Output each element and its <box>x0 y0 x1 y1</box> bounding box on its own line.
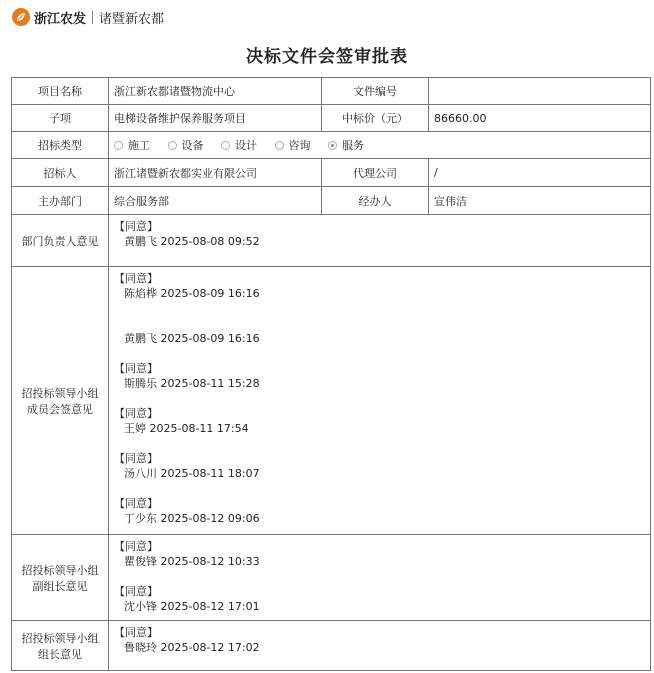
project-name-value: 浙江新农都诸暨物流中心 <box>109 78 322 105</box>
radio-icon[interactable] <box>221 141 230 150</box>
opinion-list <box>114 535 645 614</box>
opinion-entry: 黄鹏飞 2025-08-09 16:16 <box>124 332 260 345</box>
agency-label: 代理公司 <box>322 159 429 187</box>
bid-price-label: 中标价（元） <box>322 105 429 132</box>
bid-type-option-construction[interactable]: 施工 <box>114 137 150 153</box>
doc-number-value <box>429 78 651 105</box>
leader-opinion <box>109 621 651 671</box>
deputy-leader-opinion <box>109 535 651 621</box>
handler-value: 宣伟洁 <box>429 187 651 215</box>
opinion-entry: 【同意】 王婷 2025-08-11 17:54 <box>114 407 249 435</box>
group-members-opinion <box>109 267 651 535</box>
table-row <box>12 159 651 187</box>
bid-type-options <box>109 132 651 159</box>
dept-head-opinion-label: 部门负责人意见 <box>12 215 109 267</box>
opinion-list <box>114 267 645 526</box>
host-dept-label: 主办部门 <box>12 187 109 215</box>
opinion-entry: 【同意】 沈小锋 2025-08-12 17:01 <box>114 585 260 613</box>
agency-value: / <box>429 159 651 187</box>
table-row <box>12 187 651 215</box>
radio-checked-icon[interactable] <box>328 141 337 150</box>
table-row <box>12 215 651 267</box>
opinion-entry: 【同意】 瞿俊锋 2025-08-12 10:33 <box>114 540 260 568</box>
opinion-entry: 【同意】 鲁晓玲 2025-08-12 17:02 <box>114 626 260 654</box>
opinion-entry: 【同意】 汤八川 2025-08-11 18:07 <box>114 452 260 480</box>
opinion-entry: 【同意】 陈焰桦 2025-08-09 16:16 <box>114 272 260 300</box>
brand-name: 浙江农发 <box>34 11 87 27</box>
brand-divider <box>92 11 93 24</box>
opinion-entry: 【同意】 斯腾乐 2025-08-11 15:28 <box>114 362 260 390</box>
table-row <box>12 132 651 159</box>
table-row <box>12 267 651 535</box>
opinion-entry: 【同意】 丁少东 2025-08-12 09:06 <box>114 497 260 525</box>
dept-head-opinion <box>109 215 651 267</box>
radio-icon[interactable] <box>168 141 177 150</box>
table-row <box>12 78 651 105</box>
brand-leaf-icon <box>12 8 30 26</box>
brand-subname: 诸暨新农都 <box>99 11 165 27</box>
table-row <box>12 105 651 132</box>
tenderer-value: 浙江诸暨新农都实业有限公司 <box>109 159 322 187</box>
sub-item-label: 子项 <box>12 105 109 132</box>
opinion-entry: 【同意】 黄鹏飞 2025-08-08 09:52 <box>114 220 260 248</box>
tenderer-label: 招标人 <box>12 159 109 187</box>
radio-icon[interactable] <box>114 141 123 150</box>
bid-type-option-equipment[interactable]: 设备 <box>168 137 204 153</box>
bid-type-option-design[interactable]: 设计 <box>221 137 257 153</box>
radio-icon[interactable] <box>275 141 284 150</box>
sub-item-value: 电梯设备维护保养服务项目 <box>109 105 322 132</box>
handler-label: 经办人 <box>322 187 429 215</box>
table-row <box>12 535 651 621</box>
bid-price-value: 86660.00 <box>429 105 651 132</box>
bid-type-option-consulting[interactable]: 咨询 <box>275 137 311 153</box>
approval-form-table <box>11 77 651 671</box>
deputy-leader-opinion-label: 招投标领导小组副组长意见 <box>12 535 109 621</box>
page-title: 决标文件会签审批表 <box>246 47 408 67</box>
leader-opinion-label: 招投标领导小组组长意见 <box>12 621 109 671</box>
doc-number-label: 文件编号 <box>322 78 429 105</box>
header-logo <box>12 5 164 29</box>
opinion-list <box>114 621 645 655</box>
bid-type-option-service[interactable]: 服务 <box>328 137 364 153</box>
host-dept-value: 综合服务部 <box>109 187 322 215</box>
opinion-list <box>114 215 645 249</box>
bid-type-label: 招标类型 <box>12 132 109 159</box>
project-name-label: 项目名称 <box>12 78 109 105</box>
group-members-opinion-label: 招投标领导小组成员会签意见 <box>12 267 109 535</box>
table-row <box>12 621 651 671</box>
